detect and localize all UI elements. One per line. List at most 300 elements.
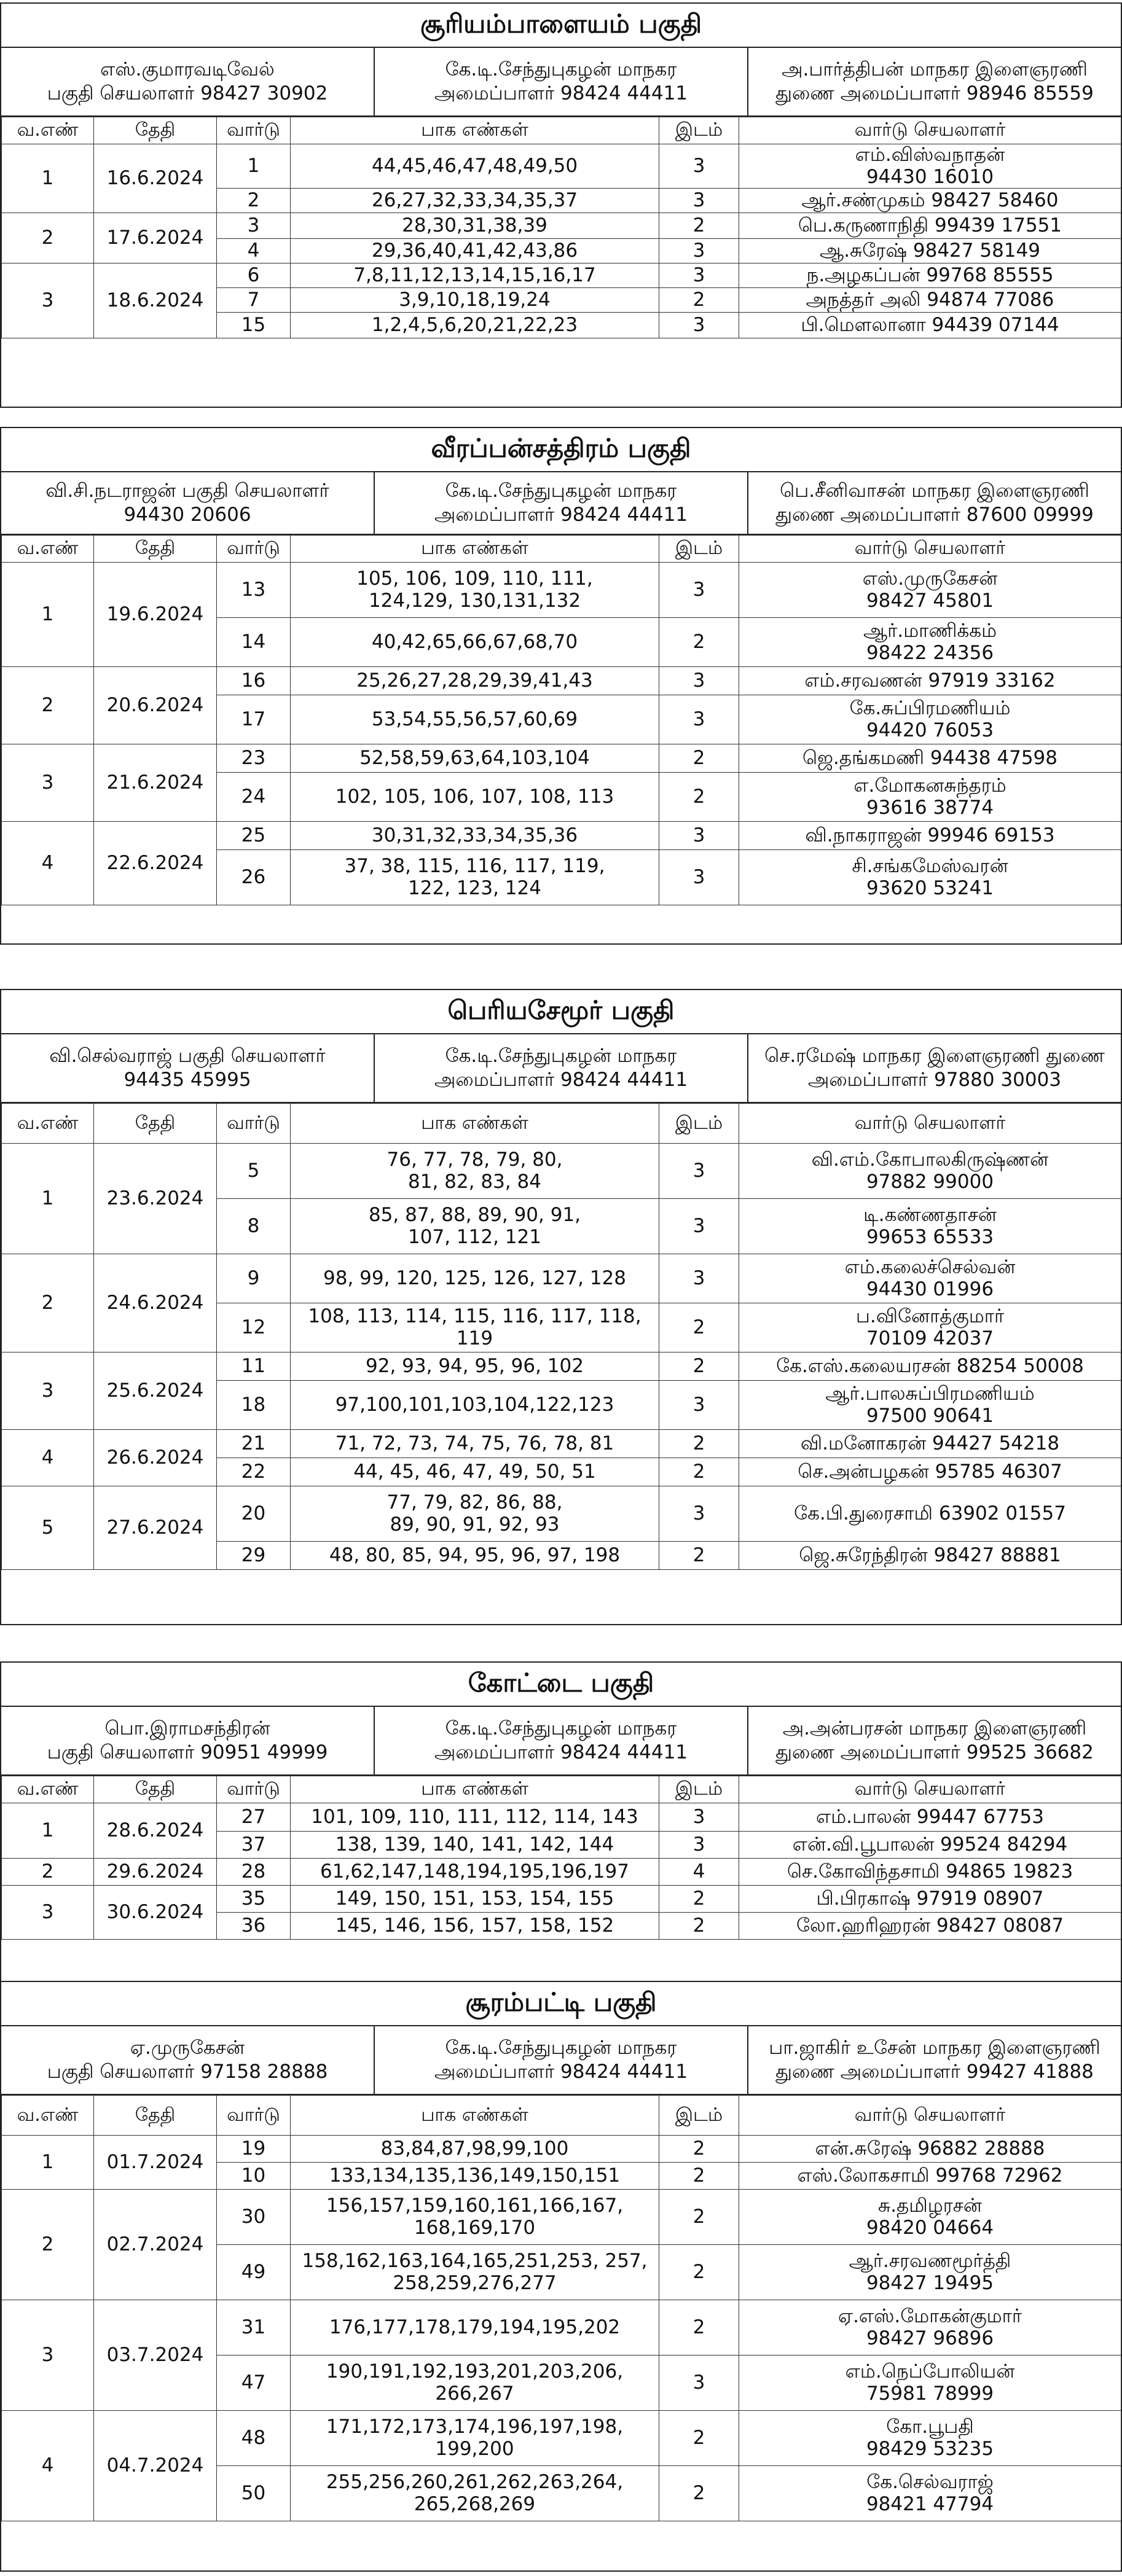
part-numbers-line: 108, 113, 114, 115, 116, 117, 118,: [308, 1305, 641, 1327]
ward-cell: 9: [217, 1254, 291, 1303]
ward-secretary-line: 99653 65533: [866, 1225, 994, 1248]
official-line: பகுதி செயலாளர் 97158 28888: [47, 2061, 328, 2083]
ward-cell: 8: [217, 1199, 291, 1254]
ward-secretary-line: எம்.கலைச்செல்வன்: [844, 1255, 1016, 1278]
part-numbers-cell: [291, 618, 659, 667]
part-numbers-cell: [291, 2355, 659, 2411]
column-header: வார்டு செயலாளர்: [739, 2096, 1121, 2136]
ward-secretary-cell: [739, 189, 1121, 213]
table-row: [2, 1430, 1121, 1458]
ward-secretary-line: பி.பிரகாஷ் 97919 08907: [816, 1887, 1044, 1910]
date-cell: 26.6.2024: [94, 1430, 217, 1486]
column-header: தேதி: [94, 2096, 217, 2136]
official-line: பகுதி செயலாளர் 98427 30902: [47, 82, 328, 104]
date-cell: 23.6.2024: [94, 1144, 217, 1254]
serial-number-cell: 1: [2, 563, 94, 667]
part-numbers-cell: [291, 213, 659, 239]
ward-secretary-cell: [739, 850, 1121, 905]
official-line: ஏ.முருகேசன்: [130, 2037, 245, 2059]
date-cell: 03.7.2024: [94, 2300, 217, 2411]
place-cell: 3: [659, 667, 739, 695]
table-row: [2, 213, 1121, 239]
ward-cell: 22: [217, 1458, 291, 1486]
official-text: [47, 1717, 328, 1765]
part-numbers-cell: [291, 563, 659, 618]
official-cell: [1, 48, 375, 115]
part-numbers-line: 37, 38, 115, 116, 117, 119,: [344, 854, 605, 877]
part-numbers-cell: [291, 2466, 659, 2521]
table-row: [2, 1859, 1121, 1886]
part-numbers-line: 85, 87, 88, 89, 90, 91,: [368, 1203, 581, 1226]
ward-secretary-cell: [739, 1486, 1121, 1542]
ward-secretary-line: கே.எஸ்.கலையரசன் 88254 50008: [776, 1354, 1084, 1377]
place-cell: 3: [659, 1803, 739, 1832]
ward-cell: 23: [217, 744, 291, 773]
part-numbers-cell: [291, 144, 659, 189]
official-cell: [375, 1707, 748, 1774]
officials-row: [1, 2026, 1121, 2095]
part-numbers-line: 76, 77, 78, 79, 80,: [386, 1148, 563, 1171]
ward-cell: 3: [217, 213, 291, 239]
ward-cell: 16: [217, 667, 291, 695]
ward-secretary-cell: [739, 822, 1121, 850]
official-cell: [748, 1707, 1121, 1774]
place-cell: 2: [659, 2466, 739, 2521]
ward-secretary-cell: [739, 1381, 1121, 1430]
official-text: [45, 479, 329, 527]
part-numbers-line: 81, 82, 83, 84: [408, 1170, 541, 1193]
serial-number-cell: 2: [2, 667, 94, 744]
table-row: [2, 2190, 1121, 2245]
part-numbers-cell: [291, 1430, 659, 1458]
ward-secretary-line: 98427 19495: [866, 2271, 994, 2294]
serial-number-cell: 1: [2, 1803, 94, 1859]
place-cell: 3: [659, 822, 739, 850]
ward-cell: 29: [217, 1542, 291, 1570]
column-header: வ.எண்: [2, 536, 94, 563]
official-cell: [375, 48, 748, 115]
section-title-text: சூரம்பட்டி பகுதி: [465, 1986, 657, 2017]
ward-secretary-line: என்.சுரேஷ் 96882 28888: [815, 2137, 1045, 2160]
part-numbers-line: 1,2,4,5,6,20,21,22,23: [371, 313, 578, 336]
serial-number-cell: 2: [2, 1254, 94, 1352]
part-numbers-line: 53,54,55,56,57,60,69: [371, 708, 578, 730]
part-numbers-line: 168,169,170: [414, 2216, 536, 2239]
ward-secretary-line: 98422 24356: [866, 641, 994, 664]
place-cell: 3: [659, 563, 739, 618]
serial-number-cell: 3: [2, 1886, 94, 1940]
column-header: பாக எண்கள்: [291, 2096, 659, 2136]
ward-secretary-cell: [739, 1303, 1121, 1352]
place-cell: 3: [659, 1144, 739, 1199]
ward-cell: 17: [217, 695, 291, 744]
official-line: அமைப்பாளர் 98424 44411: [434, 1069, 688, 1091]
part-numbers-cell: [291, 1144, 659, 1199]
ward-secretary-cell: [739, 695, 1121, 744]
official-line: அமைப்பாளர் 98424 44411: [434, 504, 688, 526]
area-section: [0, 1981, 1122, 2572]
official-cell: [375, 2026, 748, 2094]
ward-secretary-line: ஆ.சுரேஷ் 98427 58149: [820, 239, 1040, 262]
table-header-row: [2, 536, 1121, 563]
ward-secretary-cell: [739, 2300, 1121, 2355]
ward-secretary-cell: [739, 2163, 1121, 2190]
place-cell: 3: [659, 144, 739, 189]
date-cell: 02.7.2024: [94, 2190, 217, 2300]
ward-cell: 18: [217, 1381, 291, 1430]
serial-number-cell: 2: [2, 2190, 94, 2300]
official-line: வி.சி.நடராஜன் பகுதி செயலாளர்: [45, 480, 329, 502]
part-numbers-line: 149, 150, 151, 153, 154, 155: [335, 1887, 614, 1910]
ward-cell: 36: [217, 1913, 291, 1940]
ward-cell: 21: [217, 1430, 291, 1458]
table-row: [2, 563, 1121, 618]
place-cell: 4: [659, 1859, 739, 1886]
part-numbers-cell: [291, 850, 659, 905]
part-numbers-cell: [291, 1381, 659, 1430]
official-line: அ.பார்த்திபன் மாநகர இளைஞரணி: [782, 58, 1088, 81]
column-header: தேதி: [94, 1776, 217, 1803]
ward-cell: 50: [217, 2466, 291, 2521]
section-title-text: கோட்டை பகுதி: [468, 1667, 654, 1698]
place-cell: 2: [659, 288, 739, 313]
part-numbers-line: 138, 139, 140, 141, 142, 144: [335, 1833, 614, 1856]
place-cell: 2: [659, 744, 739, 773]
serial-number-cell: 1: [2, 144, 94, 213]
ward-secretary-line: ஜெ.சுரேந்திரன் 98427 88881: [799, 1544, 1061, 1566]
ward-cell: 30: [217, 2190, 291, 2245]
place-cell: 3: [659, 263, 739, 288]
column-header: தேதி: [94, 536, 217, 563]
place-cell: 2: [659, 2300, 739, 2355]
part-numbers-line: 98, 99, 120, 125, 126, 127, 128: [323, 1267, 626, 1289]
official-text: [434, 1044, 688, 1092]
ward-cell: 37: [217, 1832, 291, 1859]
part-numbers-line: 7,8,11,12,13,14,15,16,17: [353, 263, 596, 286]
official-cell: [1, 2026, 375, 2094]
serial-number-cell: 2: [2, 1859, 94, 1886]
part-numbers-cell: [291, 1199, 659, 1254]
official-line: பெ.சீனிவாசன் மாநகர இளைஞரணி: [780, 480, 1089, 502]
official-line: துணை அமைப்பாளர் 87600 09999: [775, 504, 1094, 526]
ward-cell: 5: [217, 1144, 291, 1199]
date-cell: 29.6.2024: [94, 1859, 217, 1886]
official-text: [775, 1717, 1094, 1765]
ward-secretary-line: ந.அழகப்பன் 99768 85555: [806, 263, 1054, 286]
section-title-text: சூரியம்பாளையம் பகுதி: [420, 8, 702, 39]
part-numbers-cell: [291, 263, 659, 288]
ward-secretary-cell: [739, 618, 1121, 667]
part-numbers-line: 44, 45, 46, 47, 49, 50, 51: [353, 1460, 596, 1483]
serial-number-cell: 2: [2, 213, 94, 263]
part-numbers-line: 255,256,260,261,262,263,264,: [326, 2470, 624, 2493]
part-numbers-cell: [291, 1913, 659, 1940]
ward-cell: 7: [217, 288, 291, 313]
section-title: [1, 1663, 1121, 1707]
part-numbers-line: 176,177,178,179,194,195,202: [329, 2316, 621, 2338]
ward-cell: 49: [217, 2245, 291, 2300]
date-cell: 17.6.2024: [94, 213, 217, 263]
area-section: [0, 989, 1122, 1625]
part-numbers-line: 48, 80, 85, 94, 95, 96, 97, 198: [329, 1544, 621, 1566]
ward-secretary-line: ஆர்.சரவணமூர்த்தி: [849, 2249, 1011, 2272]
serial-number-cell: 3: [2, 263, 94, 338]
ward-cell: 27: [217, 1803, 291, 1832]
serial-number-cell: 1: [2, 1144, 94, 1254]
ward-cell: 6: [217, 263, 291, 288]
part-numbers-cell: [291, 1458, 659, 1486]
date-cell: 28.6.2024: [94, 1803, 217, 1859]
ward-secretary-line: 70109 42037: [866, 1327, 994, 1349]
official-cell: [1, 472, 375, 534]
ward-secretary-cell: [739, 239, 1121, 263]
column-header: வார்டு: [217, 536, 291, 563]
part-numbers-line: 83,84,87,98,99,100: [380, 2137, 569, 2160]
place-cell: 3: [659, 1486, 739, 1542]
serial-number-cell: 4: [2, 2411, 94, 2521]
date-cell: 18.6.2024: [94, 263, 217, 338]
place-cell: 2: [659, 1352, 739, 1381]
official-text: [769, 2036, 1100, 2084]
section-title-text: வீரப்பன்சத்திரம் பகுதி: [431, 432, 691, 463]
official-text: [775, 58, 1094, 106]
ward-cell: 20: [217, 1486, 291, 1542]
place-cell: 3: [659, 1832, 739, 1859]
date-cell: 01.7.2024: [94, 2136, 217, 2190]
place-cell: 3: [659, 1199, 739, 1254]
date-cell: 20.6.2024: [94, 667, 217, 744]
part-numbers-line: 156,157,159,160,161,166,167,: [326, 2194, 624, 2217]
date-cell: 21.6.2024: [94, 744, 217, 822]
ward-secretary-cell: [739, 1886, 1121, 1913]
part-numbers-cell: [291, 1486, 659, 1542]
ward-secretary-cell: [739, 2411, 1121, 2466]
table-row: [2, 1352, 1121, 1381]
ward-secretary-line: ஆர்.பாலசுப்பிரமணியம்: [825, 1382, 1035, 1405]
column-header: வார்டு செயலாளர்: [739, 117, 1121, 144]
part-numbers-line: 199,200: [435, 2437, 514, 2460]
official-line: அமைப்பாளர் 97880 30003: [807, 1069, 1062, 1091]
ward-secretary-cell: [739, 1254, 1121, 1303]
place-cell: 2: [659, 2411, 739, 2466]
officials-row: [1, 48, 1121, 117]
table-header-row: [2, 1776, 1121, 1803]
table-row: [2, 2300, 1121, 2355]
table-row: [2, 822, 1121, 850]
column-header: வார்டு: [217, 117, 291, 144]
ward-cell: 1: [217, 144, 291, 189]
column-header: வ.எண்: [2, 1104, 94, 1144]
official-line: எஸ்.குமாரவடிவேல்: [100, 58, 275, 81]
part-numbers-line: 122, 123, 124: [408, 876, 541, 899]
official-cell: [748, 2026, 1121, 2094]
ward-secretary-line: சு.தமிழரசன்: [878, 2194, 982, 2217]
ward-secretary-line: 98429 53235: [866, 2437, 994, 2460]
part-numbers-line: 71, 72, 73, 74, 75, 76, 78, 81: [335, 1432, 614, 1454]
ward-secretary-line: 98421 47794: [866, 2492, 994, 2515]
officials-row: [1, 1707, 1121, 1776]
section-title: [1, 4, 1121, 48]
ward-secretary-cell: [739, 1859, 1121, 1886]
officials-row: [1, 1034, 1121, 1103]
official-line: பா.ஜாகிர் உசேன் மாநகர இளைஞரணி: [769, 2037, 1100, 2059]
serial-number-cell: 5: [2, 1486, 94, 1570]
official-line: அமைப்பாளர் 98424 44411: [434, 2061, 688, 2083]
official-line: கே.டி.சேந்துபுகழன் மாநகர: [445, 2037, 677, 2059]
part-numbers-line: 28,30,31,38,39: [402, 214, 547, 236]
ward-secretary-line: ஏ.எஸ்.மோகன்குமார்: [838, 2305, 1022, 2327]
ward-cell: 31: [217, 2300, 291, 2355]
ward-secretary-line: பெ.கருணாநிதி 99439 17551: [798, 214, 1062, 236]
ward-cell: 25: [217, 822, 291, 850]
ward-secretary-cell: [739, 1458, 1121, 1486]
column-header: தேதி: [94, 117, 217, 144]
ward-secretary-cell: [739, 288, 1121, 313]
column-header: வார்டு செயலாளர்: [739, 536, 1121, 563]
part-numbers-line: 145, 146, 156, 157, 158, 152: [335, 1914, 614, 1937]
area-section: [0, 1661, 1122, 1993]
column-header: வ.எண்: [2, 117, 94, 144]
column-header: இடம்: [659, 1776, 739, 1803]
part-numbers-cell: [291, 822, 659, 850]
table-row: [2, 1486, 1121, 1542]
ward-secretary-cell: [739, 144, 1121, 189]
official-line: 94430 20606: [124, 504, 251, 526]
column-header: இடம்: [659, 536, 739, 563]
ward-secretary-line: 93616 38774: [866, 796, 994, 819]
column-header: வார்டு: [217, 1104, 291, 1144]
ward-secretary-line: வி.மனோகரன் 94427 54218: [800, 1432, 1060, 1454]
place-cell: 2: [659, 2163, 739, 2190]
part-numbers-line: 25,26,27,28,29,39,41,43: [356, 669, 593, 692]
official-line: துணை அமைப்பாளர் 99427 41888: [775, 2061, 1094, 2083]
ward-secretary-line: சி.சங்கமேஸ்வரன்: [852, 854, 1008, 877]
place-cell: 3: [659, 850, 739, 905]
ward-secretary-cell: [739, 773, 1121, 822]
place-cell: 3: [659, 313, 739, 338]
part-numbers-cell: [291, 2411, 659, 2466]
official-cell: [375, 1034, 748, 1102]
serial-number-cell: 4: [2, 1430, 94, 1486]
place-cell: 3: [659, 189, 739, 213]
official-text: [434, 58, 688, 106]
ward-secretary-line: 97500 90641: [866, 1404, 994, 1427]
ward-secretary-cell: [739, 2190, 1121, 2245]
ward-secretary-cell: [739, 2245, 1121, 2300]
ward-secretary-line: செ.கோவிந்தசாமி 94865 19823: [787, 1860, 1073, 1883]
date-cell: 04.7.2024: [94, 2411, 217, 2521]
ward-secretary-line: 98427 96896: [866, 2327, 994, 2349]
official-line: அ.அன்பரசன் மாநகர இளைஞரணி: [782, 1717, 1087, 1740]
ward-secretary-cell: [739, 744, 1121, 773]
official-line: துணை அமைப்பாளர் 98946 85559: [775, 82, 1094, 104]
ward-secretary-line: 94430 16010: [866, 165, 994, 188]
place-cell: 2: [659, 213, 739, 239]
part-numbers-cell: [291, 1542, 659, 1570]
serial-number-cell: 3: [2, 744, 94, 822]
part-numbers-cell: [291, 2300, 659, 2355]
ward-secretary-cell: [739, 263, 1121, 288]
ward-secretary-cell: [739, 1913, 1121, 1940]
ward-secretary-line: எம்.சரவணன் 97919 33162: [804, 669, 1056, 692]
official-line: கே.டி.சேந்துபுகழன் மாநகர: [445, 1045, 677, 1067]
official-cell: [748, 1034, 1121, 1102]
table-row: [2, 667, 1121, 695]
part-numbers-cell: [291, 667, 659, 695]
part-numbers-line: 30,31,32,33,34,35,36: [371, 824, 578, 846]
ward-secretary-cell: [739, 1430, 1121, 1458]
ward-secretary-line: டி.கண்ணதாசன்: [863, 1203, 997, 1226]
column-header: இடம்: [659, 2096, 739, 2136]
ward-secretary-line: எஸ்.லோகசாமி 99768 72962: [797, 2164, 1063, 2187]
ward-cell: 13: [217, 563, 291, 618]
column-header: பாக எண்கள்: [291, 536, 659, 563]
column-header: வார்டு செயலாளர்: [739, 1776, 1121, 1803]
part-numbers-cell: [291, 1832, 659, 1859]
ward-secretary-line: கே.சுப்பிரமணியம்: [849, 697, 1011, 719]
ward-secretary-line: கோ.பூபதி: [886, 2415, 974, 2438]
official-line: கே.டி.சேந்துபுகழன் மாநகர: [445, 58, 677, 81]
ward-secretary-cell: [739, 2355, 1121, 2411]
part-numbers-line: 26,27,32,33,34,35,37: [371, 189, 578, 211]
part-numbers-cell: [291, 2245, 659, 2300]
official-cell: [748, 472, 1121, 534]
ward-secretary-line: கே.பி.துரைசாமி 63902 01557: [794, 1502, 1066, 1524]
official-text: [47, 2036, 328, 2084]
ward-secretary-line: 98427 45801: [866, 589, 994, 612]
ward-secretary-line: ஆர்.மாணிக்கம்: [863, 619, 997, 642]
ward-secretary-cell: [739, 1542, 1121, 1570]
place-cell: 3: [659, 1381, 739, 1430]
place-cell: 2: [659, 2136, 739, 2163]
part-numbers-cell: [291, 1352, 659, 1381]
ward-cell: 24: [217, 773, 291, 822]
column-header: வ.எண்: [2, 2096, 94, 2136]
section-title: [1, 428, 1121, 472]
area-section: [0, 2, 1122, 408]
column-header: வார்டு: [217, 1776, 291, 1803]
table-row: [2, 144, 1121, 189]
place-cell: 2: [659, 1458, 739, 1486]
ward-secretary-cell: [739, 1803, 1121, 1832]
part-numbers-line: 107, 112, 121: [408, 1225, 541, 1248]
ward-secretary-line: எ.மோகனசுந்தரம்: [853, 774, 1006, 797]
column-header: வ.எண்: [2, 1776, 94, 1803]
ward-secretary-cell: [739, 563, 1121, 618]
place-cell: 2: [659, 773, 739, 822]
ward-secretary-line: எஸ்.முருகேசன்: [862, 567, 998, 590]
ward-cell: 2: [217, 189, 291, 213]
part-numbers-line: 52,58,59,63,64,103,104: [359, 746, 590, 769]
column-header: வார்டு: [217, 2096, 291, 2136]
place-cell: 2: [659, 2190, 739, 2245]
official-text: [434, 1717, 688, 1765]
official-cell: [375, 472, 748, 534]
ward-secretary-line: எம்.பாலன் 99447 67753: [816, 1805, 1044, 1828]
place-cell: 2: [659, 2245, 739, 2300]
place-cell: 2: [659, 1542, 739, 1570]
ward-cell: 12: [217, 1303, 291, 1352]
section-title: [1, 1982, 1121, 2026]
ward-cell: 26: [217, 850, 291, 905]
place-cell: 2: [659, 1886, 739, 1913]
part-numbers-cell: [291, 239, 659, 263]
date-cell: 16.6.2024: [94, 144, 217, 213]
ward-secretary-line: ஆர்.சண்முகம் 98427 58460: [801, 189, 1059, 211]
ward-secretary-line: வி.நாகராஜன் 99946 69153: [805, 824, 1055, 846]
official-text: [775, 479, 1094, 527]
place-cell: 2: [659, 1430, 739, 1458]
